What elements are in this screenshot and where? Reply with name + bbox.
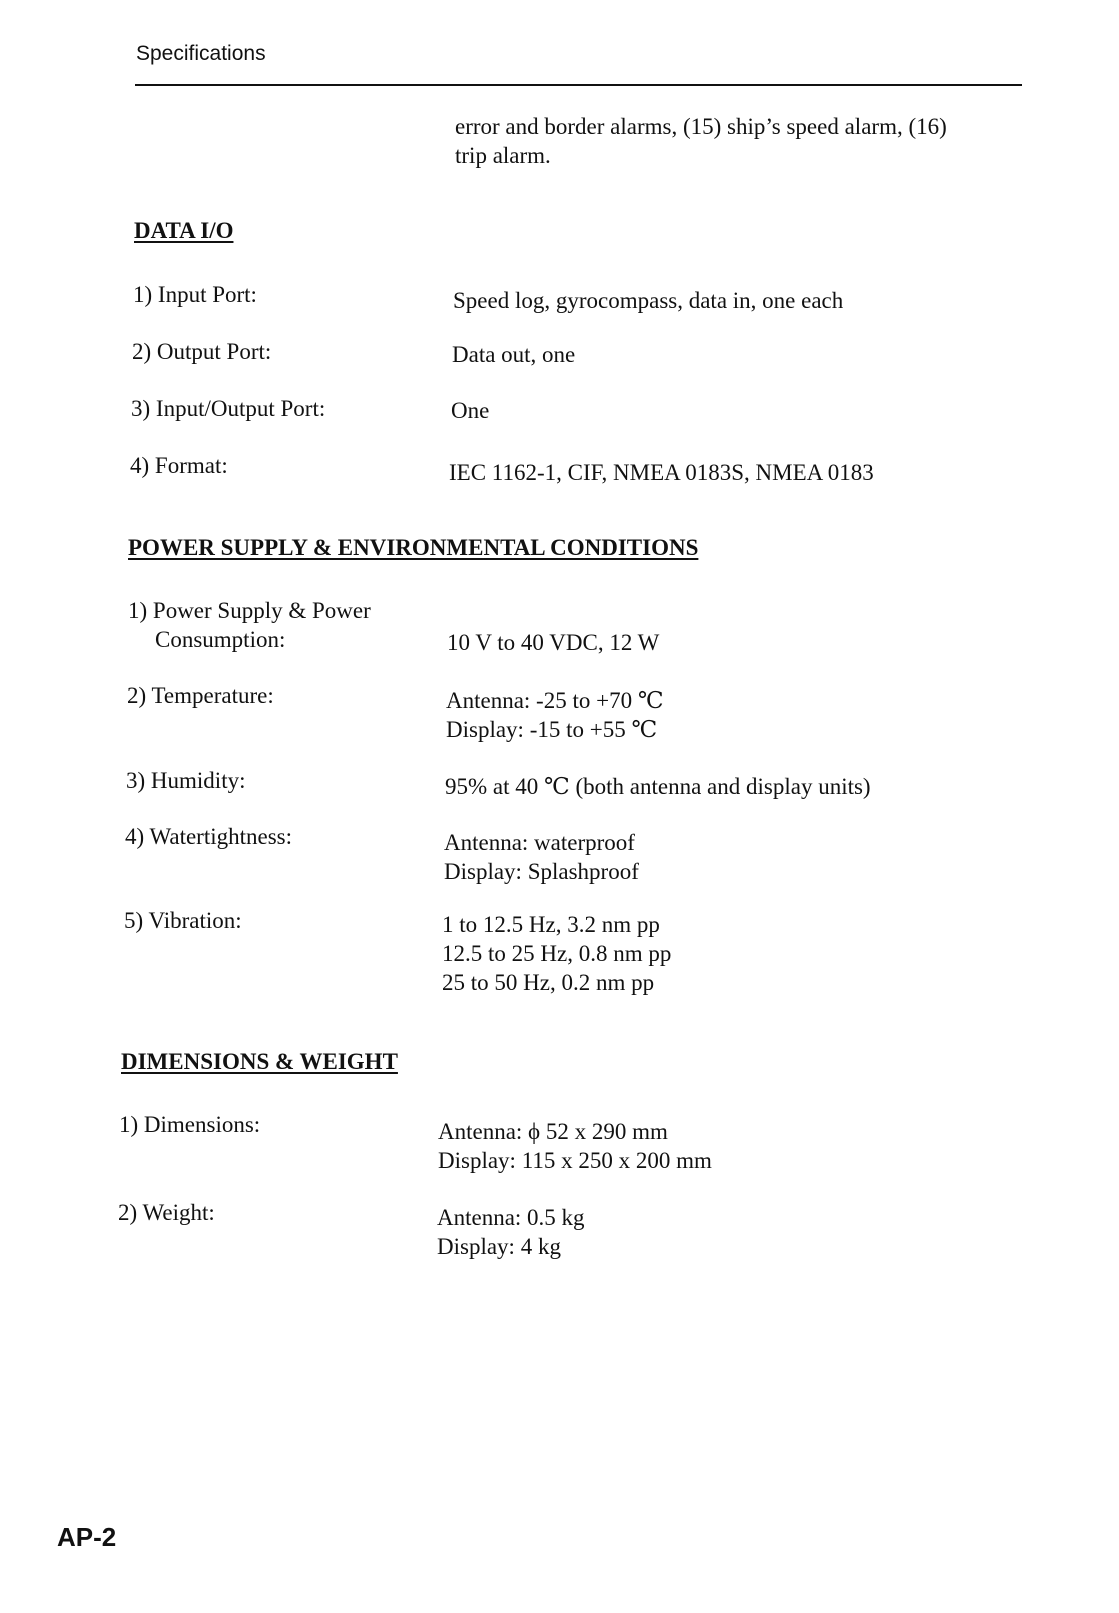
continued-text bbox=[455, 112, 947, 170]
spec-value-line: Antenna: 0.5 kg bbox=[437, 1205, 585, 1230]
header-rule bbox=[135, 84, 1022, 86]
spec-value-line: 25 to 50 Hz, 0.2 nm pp bbox=[442, 970, 655, 995]
spec-label-line: Consumption: bbox=[155, 627, 286, 652]
running-header: Specifications bbox=[136, 42, 266, 65]
spec-label: 4) Watertightness: bbox=[125, 824, 292, 849]
spec-value-line: 1 to 12.5 Hz, 3.2 nm pp bbox=[442, 912, 660, 937]
spec-value-line: 95% at 40 ℃ (both antenna and display units) bbox=[445, 774, 871, 799]
spec-value-line: Display: 4 kg bbox=[437, 1234, 561, 1259]
spec-label: 2) Temperature: bbox=[127, 683, 274, 708]
spec-value bbox=[444, 828, 639, 886]
section-heading-dimensions: DIMENSIONS & WEIGHT bbox=[121, 1049, 398, 1074]
spec-value: One bbox=[451, 398, 490, 423]
spec-label: 2) Output Port: bbox=[132, 339, 272, 364]
spec-value-line: Display: -15 to +55 ℃ bbox=[446, 717, 658, 742]
spec-value bbox=[446, 686, 664, 744]
section-heading-power: POWER SUPPLY & ENVIRONMENTAL CONDITIONS bbox=[128, 535, 699, 560]
spec-value bbox=[445, 772, 871, 801]
spec-value-line: Antenna: waterproof bbox=[444, 830, 635, 855]
spec-value: IEC 1162-1, CIF, NMEA 0183S, NMEA 0183 bbox=[449, 460, 874, 485]
spec-label: 1) Input Port: bbox=[133, 282, 257, 307]
spec-value: Data out, one bbox=[452, 342, 576, 367]
spec-label-line: 1) Power Supply & Power bbox=[128, 598, 371, 623]
page-number: AP-2 bbox=[57, 1522, 117, 1552]
spec-label: 1) Dimensions: bbox=[119, 1112, 261, 1137]
continued-line: error and border alarms, (15) ship’s speed alarm, (16) bbox=[455, 114, 947, 139]
spec-value-line: 12.5 to 25 Hz, 0.8 nm pp bbox=[442, 941, 672, 966]
spec-value bbox=[437, 1203, 585, 1261]
spec-value-line: Antenna: ϕ 52 x 290 mm bbox=[438, 1119, 668, 1144]
continued-line: trip alarm. bbox=[455, 143, 551, 168]
spec-label: 3) Input/Output Port: bbox=[131, 396, 326, 421]
spec-value bbox=[442, 910, 671, 997]
spec-label: 3) Humidity: bbox=[126, 768, 246, 793]
spec-value-line: 10 V to 40 VDC, 12 W bbox=[447, 630, 660, 655]
spec-label: 4) Format: bbox=[130, 453, 228, 478]
section-heading-data-io: DATA I/O bbox=[134, 218, 234, 243]
spec-label: 5) Vibration: bbox=[124, 908, 242, 933]
spec-value: Speed log, gyrocompass, data in, one each bbox=[453, 288, 844, 313]
spec-value-line: Display: 115 x 250 x 200 mm bbox=[438, 1148, 712, 1173]
spec-value bbox=[438, 1117, 712, 1175]
spec-label bbox=[128, 596, 371, 654]
spec-label: 2) Weight: bbox=[118, 1200, 215, 1225]
spec-value-line: Display: Splashproof bbox=[444, 859, 639, 884]
spec-value-line: Antenna: -25 to +70 ℃ bbox=[446, 688, 664, 713]
spec-value bbox=[447, 628, 659, 657]
